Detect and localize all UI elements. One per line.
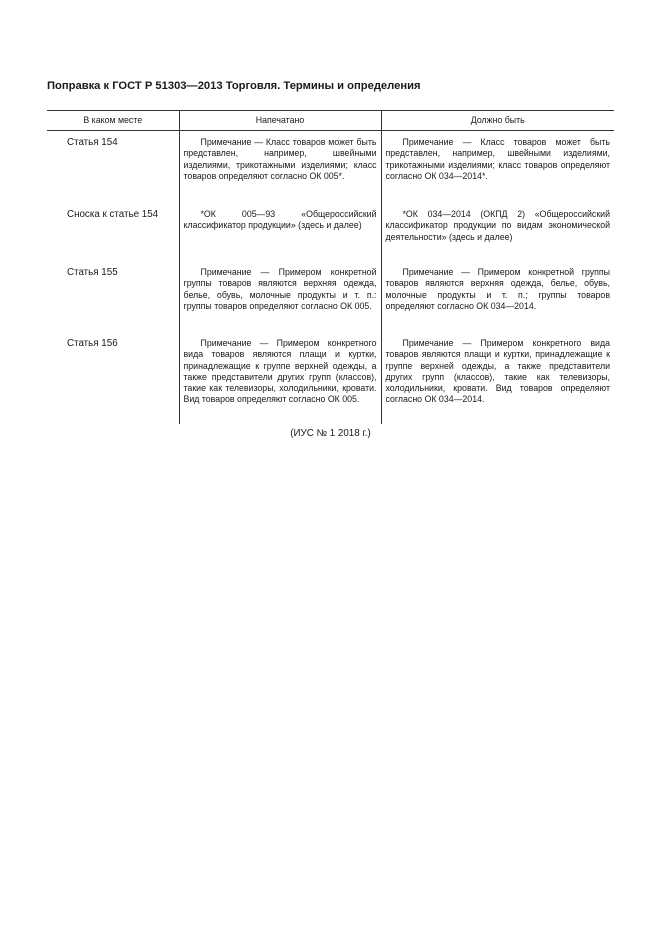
row-place: Статья 156 <box>67 338 118 349</box>
table-header-row <box>47 111 614 131</box>
row-printed: Примечание — Примером конкретного вида товаров являются плащи и куртки, принадлежащие к группе верхней одежды, а также представители других групп (классов), такие как телевизоры, холодильники, кровати. Вид товаров определяют согласно ОК 005. <box>179 332 381 424</box>
row-printed: Примечание — Класс товаров может быть представлен, например, швейными изделиями, трикотажными изделиями; класс товаров определяют согласно ОК 005*. <box>179 131 381 204</box>
row-printed: *ОК 005—93 «Общероссийский классификатор продукции» (здесь и далее) <box>179 203 381 261</box>
row-place: Статья 154 <box>67 137 118 148</box>
table-row <box>47 332 614 424</box>
table-row <box>47 203 614 261</box>
row-should-be: Примечание — Примером конкретного вида товаров являются плащи и куртки, принадлежащие к группе верхней одежды, а также представители других групп (классов), такие как телевизоры, холодильники, кровати. Вид товаров определяют согласно ОК 034—2014. <box>381 332 614 424</box>
corrections-table <box>47 110 614 424</box>
page-title: Поправка к ГОСТ Р 51303—2013 Торговля. Термины и определения <box>47 80 421 92</box>
row-should-be: Примечание — Класс товаров может быть представлен, например, швейными изделиями, трикотажными изделиями; класс товаров определяют согласно ОК 034—2014*. <box>381 131 614 204</box>
table-row <box>47 261 614 332</box>
header-place: В каком месте <box>47 111 179 131</box>
row-place: Статья 155 <box>67 267 118 278</box>
table-row <box>47 131 614 204</box>
row-place: Сноска к статье 154 <box>67 209 159 220</box>
header-should-be: Должно быть <box>381 111 614 131</box>
header-printed: Напечатано <box>179 111 381 131</box>
footer-reference: (ИУС № 1 2018 г.) <box>290 428 371 439</box>
row-should-be: *ОК 034—2014 (ОКПД 2) «Общероссийский классификатор продукции по видам экономической деятельности» (здесь и далее) <box>381 203 614 261</box>
row-printed: Примечание — Примером конкретной группы товаров являются верхняя одежда, белье, обувь, молочные продукты и т. п.: группы товаров определяют согласно ОК 005. <box>179 261 381 332</box>
row-should-be: Примечание — Примером конкретной группы товаров являются верхняя одежда, белье, обувь, молочные продукты и т. п.; группы товаров определяют согласно ОК 034—2014. <box>381 261 614 332</box>
